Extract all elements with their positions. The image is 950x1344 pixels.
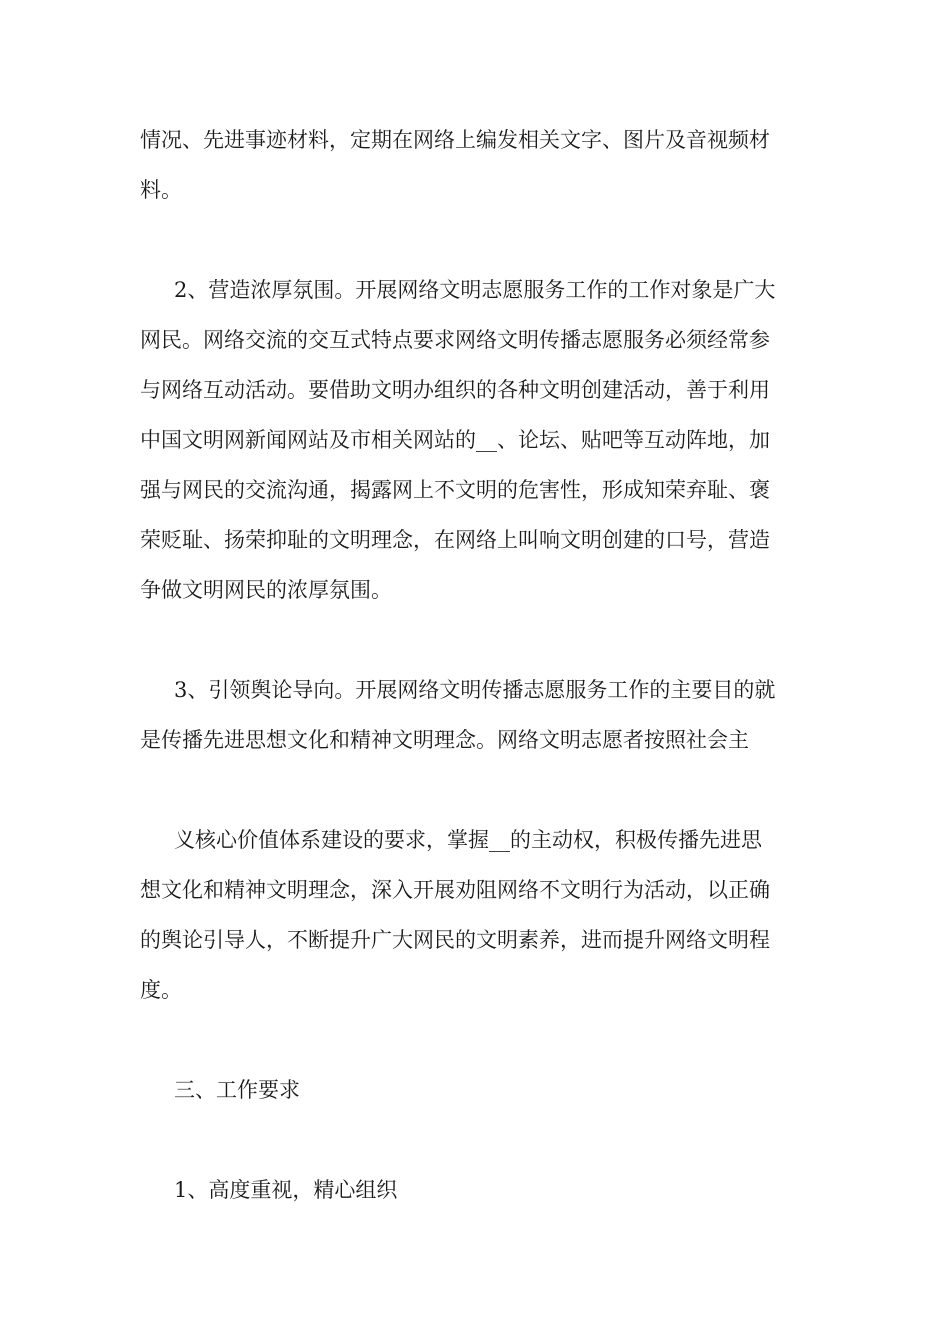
text-line: 与网络互动活动。要借助文明办组织的各种文明创建活动，善于利用	[140, 378, 770, 402]
paragraph-start: 义核心价值体系建设的要求，掌握__的主动权，积极传播先进思	[174, 828, 762, 852]
text-line: 情况、先进事迹材料，定期在网络上编发相关文字、图片及音视频材	[140, 128, 770, 152]
text-line: 强与网民的交流沟通，揭露网上不文明的危害性，形成知荣弃耻、褒	[140, 478, 770, 502]
text-line: 的舆论引导人，不断提升广大网民的文明素养，进而提升网络文明程	[140, 928, 770, 952]
text-line: 争做文明网民的浓厚氛围。	[140, 578, 392, 602]
text-line: 是传播先进思想文化和精神文明理念。网络文明志愿者按照社会主	[140, 728, 749, 752]
text-line: 料。	[140, 178, 182, 202]
text-line: 想文化和精神文明理念，深入开展劝阻网络不文明行为活动，以正确	[140, 878, 770, 902]
text-line: 网民。网络交流的交互式特点要求网络文明传播志愿服务必须经常参	[140, 328, 770, 352]
text-line: 度。	[140, 978, 182, 1002]
paragraph-start: 2、营造浓厚氛围。开展网络文明志愿服务工作的工作对象是广大	[174, 278, 776, 302]
section-heading: 三、工作要求	[174, 1078, 300, 1102]
text-line: 中国文明网新闻网站及市相关网站的__、论坛、贴吧等互动阵地，加	[140, 428, 770, 452]
text-line: 荣贬耻、扬荣抑耻的文明理念，在网络上叫响文明创建的口号，营造	[140, 528, 770, 552]
subsection-heading: 1、高度重视，精心组织	[174, 1178, 398, 1202]
paragraph-start: 3、引领舆论导向。开展网络文明传播志愿服务工作的主要目的就	[174, 678, 776, 702]
